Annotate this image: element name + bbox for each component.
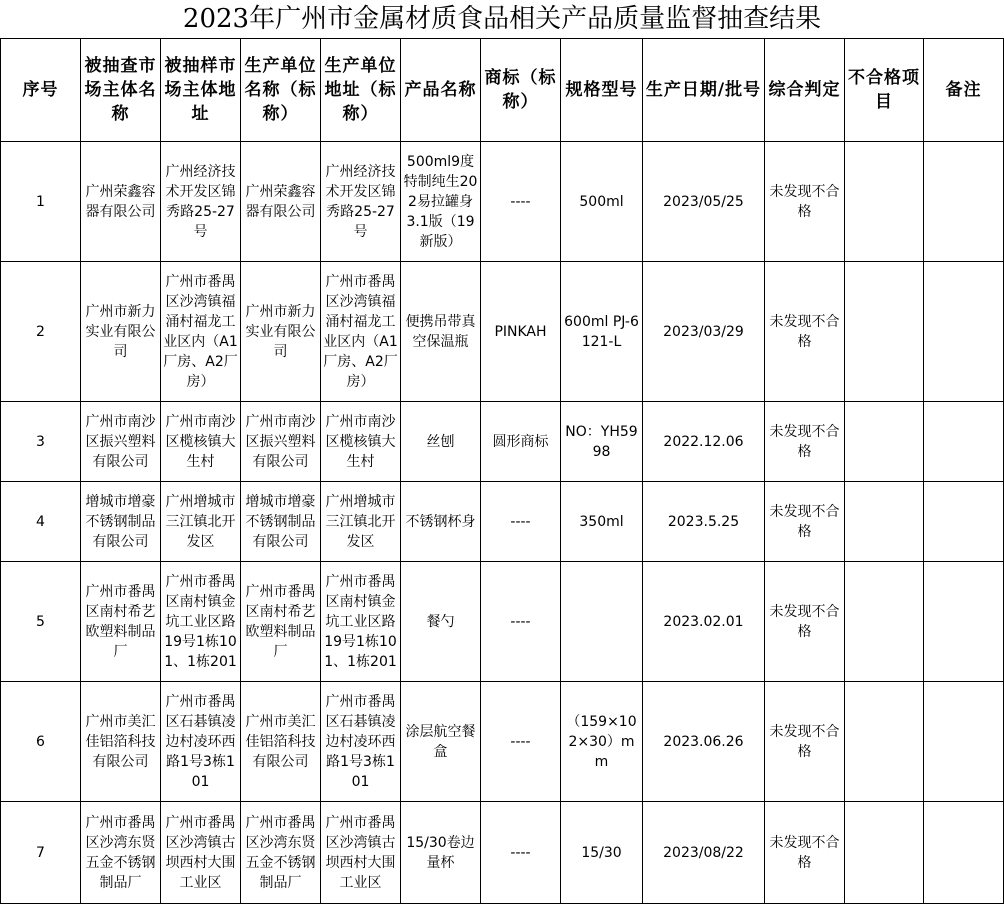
cell-producer-address: 广州市番禺区沙湾镇福涌村福龙工业区内（A1厂房、A2厂房）: [321, 262, 401, 402]
table-row: [1, 482, 1004, 562]
cell-producer-address: 广州市番禺区石碁镇凌边村凌环西路1号3栋101: [321, 682, 401, 802]
cell-fail-items: [845, 802, 924, 904]
cell-entity-address: 广州市南沙区榄核镇大生村: [161, 402, 241, 482]
cell-remark: [924, 142, 1004, 262]
table-row: [1, 142, 1004, 262]
header-cell-producer: 生产单位名称（标称）: [241, 39, 321, 142]
cell-brand: ----: [481, 562, 561, 682]
cell-brand: ----: [481, 682, 561, 802]
cell-spec: NO：YH5998: [561, 402, 643, 482]
header-cell-product: 产品名称: [401, 39, 481, 142]
cell-brand: PINKAH: [481, 262, 561, 402]
cell-remark: [924, 482, 1004, 562]
cell-brand: ----: [481, 802, 561, 904]
cell-spec: 600ml PJ-6121-L: [561, 262, 643, 402]
cell-fail-items: [845, 402, 924, 482]
header-cell-fail-items: 不合格项目: [845, 39, 924, 142]
header-cell-producer-address: 生产单位地址（标称）: [321, 39, 401, 142]
cell-remark: [924, 402, 1004, 482]
cell-spec: 350ml: [561, 482, 643, 562]
cell-producer: 广州市新力实业有限公司: [241, 262, 321, 402]
cell-spec: （159×102×30）mm: [561, 682, 643, 802]
cell-no: 3: [1, 402, 81, 482]
cell-verdict: 未发现不合格: [765, 402, 845, 482]
cell-entity-address: 广州市番禺区沙湾镇古坝西村大围工业区: [161, 802, 241, 904]
header-cell-brand: 商标（标称）: [481, 39, 561, 142]
header-cell-entity-address: 被抽样市场主体地址: [161, 39, 241, 142]
results-table: [0, 38, 1004, 904]
cell-date: 2023.5.25: [643, 482, 765, 562]
table-row: [1, 682, 1004, 802]
cell-date: 2023/03/29: [643, 262, 765, 402]
cell-no: 7: [1, 802, 81, 904]
cell-entity: 增城市增豪不锈钢制品有限公司: [81, 482, 161, 562]
table-row: [1, 402, 1004, 482]
cell-producer-address: 广州经济技术开发区锦秀路25-27号: [321, 142, 401, 262]
cell-entity-address: 广州增城市三江镇北开发区: [161, 482, 241, 562]
cell-remark: [924, 802, 1004, 904]
cell-producer-address: 广州增城市三江镇北开发区: [321, 482, 401, 562]
page-title: 2023年广州市金属材质食品相关产品质量监督抽查结果: [182, 4, 822, 34]
cell-brand: ----: [481, 482, 561, 562]
cell-date: 2022.12.06: [643, 402, 765, 482]
table-header-row: [1, 39, 1004, 142]
header-cell-entity: 被抽查市场主体名称: [81, 39, 161, 142]
cell-producer-address: 广州市番禺区南村镇金坑工业区路19号1栋101、1栋201: [321, 562, 401, 682]
cell-producer: 广州市美汇佳铝箔科技有限公司: [241, 682, 321, 802]
cell-no: 2: [1, 262, 81, 402]
cell-product: 丝刨: [401, 402, 481, 482]
cell-producer: 广州市番禺区沙湾东贤五金不锈钢制品厂: [241, 802, 321, 904]
cell-date: 2023/05/25: [643, 142, 765, 262]
cell-fail-items: [845, 262, 924, 402]
cell-producer: 增城市增豪不锈钢制品有限公司: [241, 482, 321, 562]
cell-producer: 广州市南沙区振兴塑料有限公司: [241, 402, 321, 482]
table-row: [1, 262, 1004, 402]
cell-entity-address: 广州市番禺区南村镇金坑工业区路19号1栋101、1栋201: [161, 562, 241, 682]
cell-product: 不锈钢杯身: [401, 482, 481, 562]
cell-date: 2023.06.26: [643, 682, 765, 802]
cell-brand: ----: [481, 142, 561, 262]
cell-no: 1: [1, 142, 81, 262]
table-row: [1, 562, 1004, 682]
cell-entity-address: 广州经济技术开发区锦秀路25-27号: [161, 142, 241, 262]
cell-spec: 500ml: [561, 142, 643, 262]
cell-producer: 广州荣鑫容器有限公司: [241, 142, 321, 262]
cell-fail-items: [845, 562, 924, 682]
header-cell-verdict: 综合判定: [765, 39, 845, 142]
cell-verdict: 未发现不合格: [765, 142, 845, 262]
cell-spec: [561, 562, 643, 682]
cell-verdict: 未发现不合格: [765, 562, 845, 682]
cell-remark: [924, 262, 1004, 402]
cell-product: 涂层航空餐盒: [401, 682, 481, 802]
cell-date: 2023.02.01: [643, 562, 765, 682]
cell-entity: 广州市南沙区振兴塑料有限公司: [81, 402, 161, 482]
cell-entity: 广州市新力实业有限公司: [81, 262, 161, 402]
cell-entity: 广州市番禺区沙湾东贤五金不锈钢制品厂: [81, 802, 161, 904]
cell-producer: 广州市番禺区南村希艺欧塑料制品厂: [241, 562, 321, 682]
cell-verdict: 未发现不合格: [765, 482, 845, 562]
cell-entity: 广州荣鑫容器有限公司: [81, 142, 161, 262]
cell-fail-items: [845, 142, 924, 262]
cell-no: 6: [1, 682, 81, 802]
cell-entity-address: 广州市番禺区石碁镇凌边村凌环西路1号3栋101: [161, 682, 241, 802]
header-cell-date: 生产日期/批号: [643, 39, 765, 142]
cell-verdict: 未发现不合格: [765, 262, 845, 402]
cell-verdict: 未发现不合格: [765, 802, 845, 904]
cell-no: 4: [1, 482, 81, 562]
cell-fail-items: [845, 482, 924, 562]
cell-entity: 广州市番禺区南村希艺欧塑料制品厂: [81, 562, 161, 682]
cell-producer-address: 广州市南沙区榄核镇大生村: [321, 402, 401, 482]
cell-date: 2023/08/22: [643, 802, 765, 904]
cell-entity: 广州市美汇佳铝箔科技有限公司: [81, 682, 161, 802]
cell-spec: 15/30: [561, 802, 643, 904]
header-cell-remark: 备注: [924, 39, 1004, 142]
cell-product: 便携吊带真空保温瓶: [401, 262, 481, 402]
header-cell-no: 序号: [1, 39, 81, 142]
cell-product: 500ml9度特制纯生202易拉罐身3.1版（19新版）: [401, 142, 481, 262]
cell-product: 餐勺: [401, 562, 481, 682]
cell-verdict: 未发现不合格: [765, 682, 845, 802]
header-cell-spec: 规格型号: [561, 39, 643, 142]
cell-remark: [924, 682, 1004, 802]
table-row: [1, 802, 1004, 904]
cell-brand: 圆形商标: [481, 402, 561, 482]
cell-fail-items: [845, 682, 924, 802]
cell-entity-address: 广州市番禺区沙湾镇福涌村福龙工业区内（A1厂房、A2厂房）: [161, 262, 241, 402]
cell-product: 15/30卷边量杯: [401, 802, 481, 904]
cell-no: 5: [1, 562, 81, 682]
cell-producer-address: 广州市番禺区沙湾镇古坝西村大围工业区: [321, 802, 401, 904]
cell-remark: [924, 562, 1004, 682]
